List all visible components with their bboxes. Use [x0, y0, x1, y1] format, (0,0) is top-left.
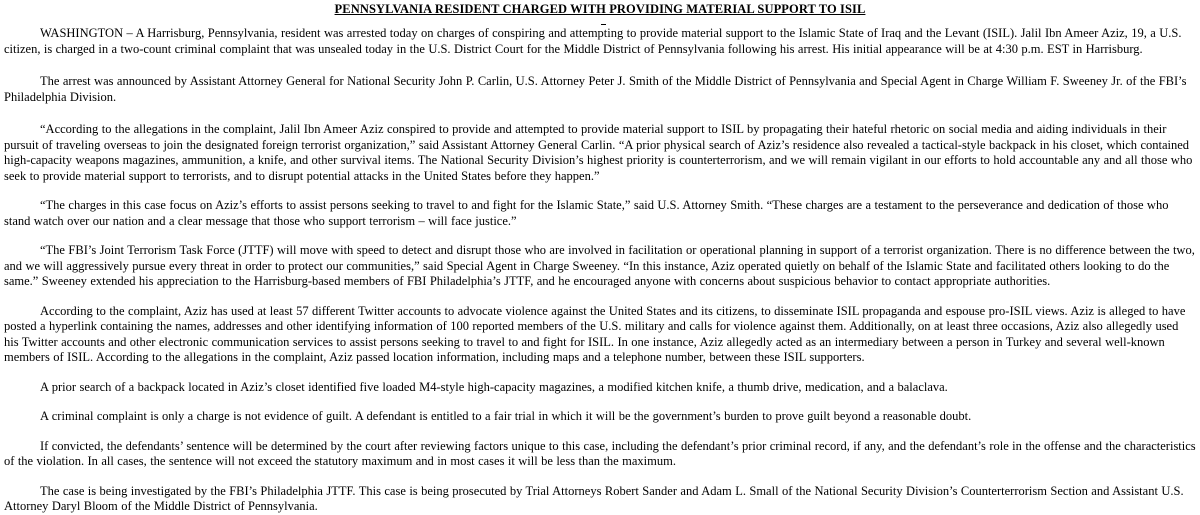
paragraph-complaint-details: According to the complaint, Aziz has used at least 57 different Twitter accounts to advocate violence against the United States and its citizens, to disseminate ISIL propaganda and espouse pro-ISIL views. Aziz is alleged to have posted a hyperlink containing the names, addresses and other identifying information of 100 reported members of the U.S. military and calls for violence against them. Additionally, on at least three occasions, Aziz also allegedly used his Twitter accounts and other electronic communication services to assist persons seeking to travel to and fight for ISIL. In one instance, Aziz allegedly acted as an intermediary between a person in Turkey and several well-known members of ISIL. According to the allegations in the complaint, Aziz passed location information, including maps and a telephone number, between these ISIL supporters.	[4, 303, 1186, 364]
paragraph-announcement: The arrest was announced by Assistant Attorney General for National Security John P. Carlin, U.S. Attorney Peter J. Smith of the Middle District of Pennsylvania and Special Agent in Charge William F. Sweeney Jr. of the FBI’s Philadelphia Division.	[4, 74, 1187, 104]
paragraph-sweeney-quote: “The FBI’s Joint Terrorism Task Force (JTTF) will move with speed to detect and disrupt those who are involved in facilitation or operational planning in support of a terrorist organization. There is no difference between the two, and we will aggressively pursue every threat in order to protect our communities,” said Special Agent in Charge Sweeney. “In this instance, Aziz operated quietly on behalf of the Islamic State and facilitated others looking to do the same.” Sweeney extended his appreciation to the Harrisburg-based members of FBI Philadelphia’s JTTF, and he encouraged anyone with concerns about suspicious behavior to contact appropriate authorities.	[4, 243, 1195, 288]
paragraph-investigation: The case is being investigated by the FBI’s Philadelphia JTTF. This case is being prosecuted by Trial Attorneys Robert Sander and Adam L. Small of the National Security Division’s Counterterrorism Section and Assistant U.S. Attorney Daryl Bloom of the Middle District of Pennsylvania.	[4, 483, 1184, 513]
paragraph-arrest-summary: WASHINGTON – A Harrisburg, Pennsylvania, resident was arrested today on charges of conspiring and attempting to provide material support to the Islamic State of Iraq and the Levant (ISIL). Jalil Ibn Ameer Aziz, 19, a U.S. citizen, is charged in a two-count criminal complaint that was unsealed today in the U.S. District Court for the Middle District of Pennsylvania following his arrest. His initial appearance will be at 4:30 p.m. EST in Harrisburg.	[4, 26, 1182, 56]
paragraph-smith-quote: “The charges in this case focus on Aziz’s efforts to assist persons seeking to travel to and fight for the Islamic State,” said U.S. Attorney Smith. “These charges are a testament to the perseverance and dedication of those who stand watch over our nation and a clear message that those who support terrorism – will face justice.”	[4, 198, 1169, 228]
paragraph-sentencing: If convicted, the defendants’ sentence will be determined by the court after reviewing factors unique to this case, including the defendant’s prior criminal record, if any, and the defendant’s role in the offense and the characteristics of the violation. In all cases, the sentence will not exceed the statutory maximum and in most cases it will be less than the maximum.	[4, 438, 1196, 468]
paragraph-carlin-quote: “According to the allegations in the complaint, Jalil Ibn Ameer Aziz conspired to provide and attempted to provide material support to ISIL by propagating their hateful rhetoric on social media and aiding individuals in their pursuit of traveling overseas to join the designated foreign terrorist organization,” said Assistant Attorney General Carlin. “A prior physical search of Aziz’s residence also revealed a tactical-style backpack in his closet, which contained high-capacity weapons magazines, ammunition, a knife, and other survival items. The National Security Division’s highest priority is counterterrorism, and we will remain vigilant in our efforts to hold accountable any and all those who seek to provide material support to terrorists, and to disrupt potential attacks in the United States before they happen.”	[4, 122, 1193, 183]
paragraph-backpack-search: A prior search of a backpack located in Aziz’s closet identified five loaded M4-style high-capacity magazines, a modified kitchen knife, a thumb drive, medication, and a balaclava.	[40, 379, 948, 394]
title-divider-mark	[4, 18, 1196, 26]
press-release-page	[4, 0, 1196, 513]
press-release-title: PENNSYLVANIA RESIDENT CHARGED WITH PROVIDING MATERIAL SUPPORT TO ISIL	[334, 2, 866, 16]
paragraph-disclaimer: A criminal complaint is only a charge is not evidence of guilt. A defendant is entitled to a fair trial in which it will be the government’s burden to prove guilt beyond a reasonable doubt.	[40, 409, 972, 423]
